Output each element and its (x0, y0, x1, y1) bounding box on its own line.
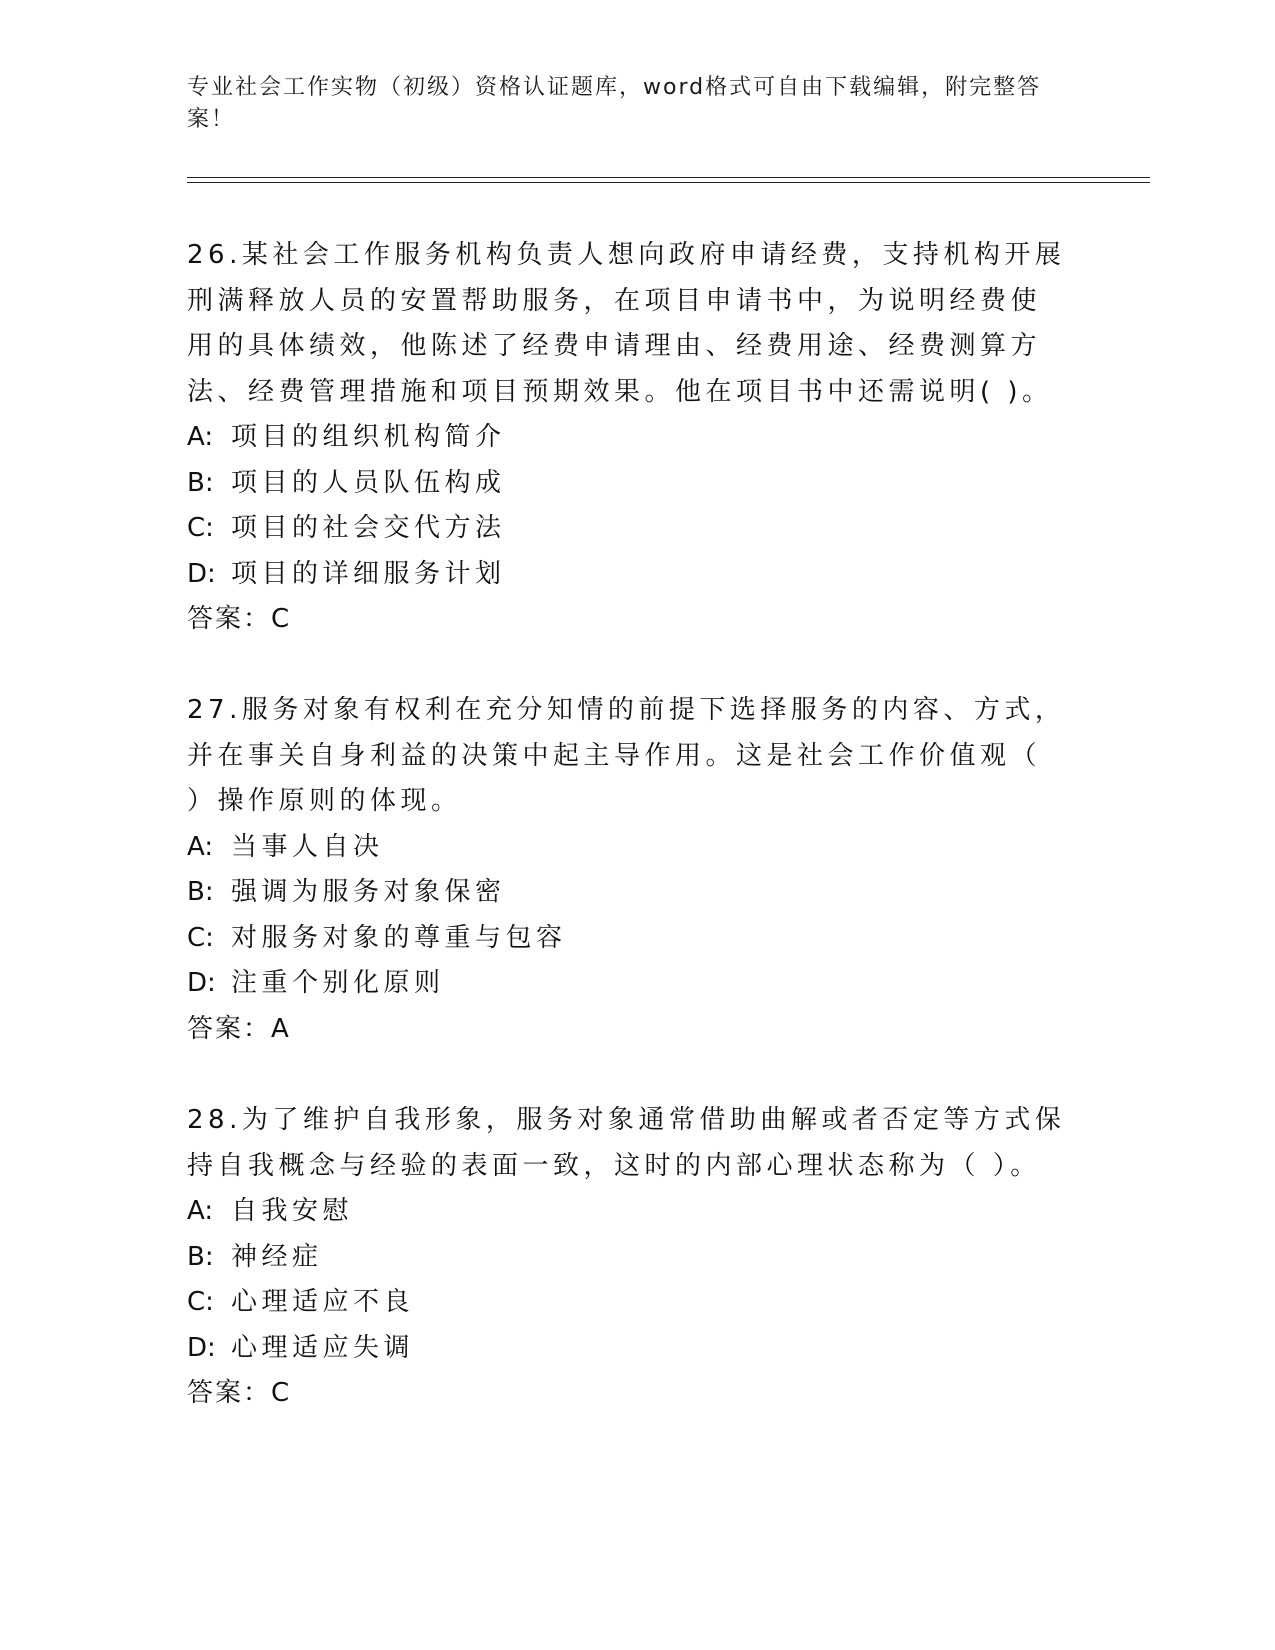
option-d (187, 552, 1067, 598)
option-key: C: (187, 1287, 214, 1317)
option-b (187, 1235, 1067, 1281)
option-key: A: (187, 831, 214, 862)
question-28 (187, 1098, 1067, 1417)
option-key: B: (187, 1241, 214, 1272)
option-key: D: (187, 968, 216, 998)
option-text: 对服务对象的尊重与包容 (231, 922, 567, 953)
option-text: 当事人自决 (231, 831, 384, 862)
answer-line: 答案：C (187, 1378, 292, 1408)
option-text: 心理适应失调 (231, 1332, 415, 1363)
question-stem: 27.服务对象有权利在充分知情的前提下选择服务的内容、方式，并在事关自身利益的决策中起主导作用。这是社会工作价值观（ ）操作原则的体现。 (187, 695, 1066, 816)
header-divider-bottom (187, 182, 1150, 183)
header-divider-top (187, 177, 1150, 178)
option-key: A: (187, 1196, 214, 1226)
option-d (187, 961, 1067, 1007)
option-key: B: (187, 467, 214, 498)
option-key: D: (187, 1332, 216, 1363)
question-27 (187, 688, 1067, 1052)
option-key: D: (187, 558, 216, 589)
option-text: 注重个别化原则 (231, 968, 445, 998)
option-text: 自我安慰 (231, 1196, 354, 1226)
option-text: 项目的组织机构简介 (231, 422, 506, 452)
option-c (187, 916, 1067, 962)
option-key: C: (187, 922, 214, 953)
option-text: 项目的人员队伍构成 (231, 467, 506, 498)
option-text: 强调为服务对象保密 (231, 877, 506, 907)
question-stem: 28.为了维护自我形象，服务对象通常借助曲解或者否定等方式保持自我概念与经验的表面一致，这时的内部心理状态称为（ ）。 (187, 1105, 1066, 1181)
option-text: 心理适应不良 (231, 1287, 415, 1317)
answer-line: 答案：C (187, 604, 292, 634)
question-stem: 26.某社会工作服务机构负责人想向政府申请经费，支持机构开展刑满释放人员的安置帮助服务，在项目申请书中，为说明经费使用的具体绩效，他陈述了经费申请理由、经费用途、经费测算方法、经费管理措施和项目预期效果。他在项目书中还需说明( )。 (187, 240, 1066, 407)
option-a (187, 415, 1067, 461)
option-key: A: (187, 422, 214, 452)
page-header: 专业社会工作实物（初级）资格认证题库，word格式可自由下载编辑，附完整答案！ (187, 75, 1042, 132)
question-26 (187, 233, 1067, 643)
option-c (187, 506, 1067, 552)
answer-line: 答案：A (187, 1013, 291, 1044)
option-d (187, 1326, 1067, 1372)
option-a (187, 825, 1067, 871)
option-key: C: (187, 513, 214, 543)
option-c (187, 1280, 1067, 1326)
option-text: 项目的社会交代方法 (231, 513, 506, 543)
option-a (187, 1189, 1067, 1235)
option-key: B: (187, 877, 214, 907)
option-text: 神经症 (231, 1241, 323, 1272)
option-b (187, 870, 1067, 916)
option-text: 项目的详细服务计划 (231, 558, 506, 589)
option-b (187, 461, 1067, 507)
